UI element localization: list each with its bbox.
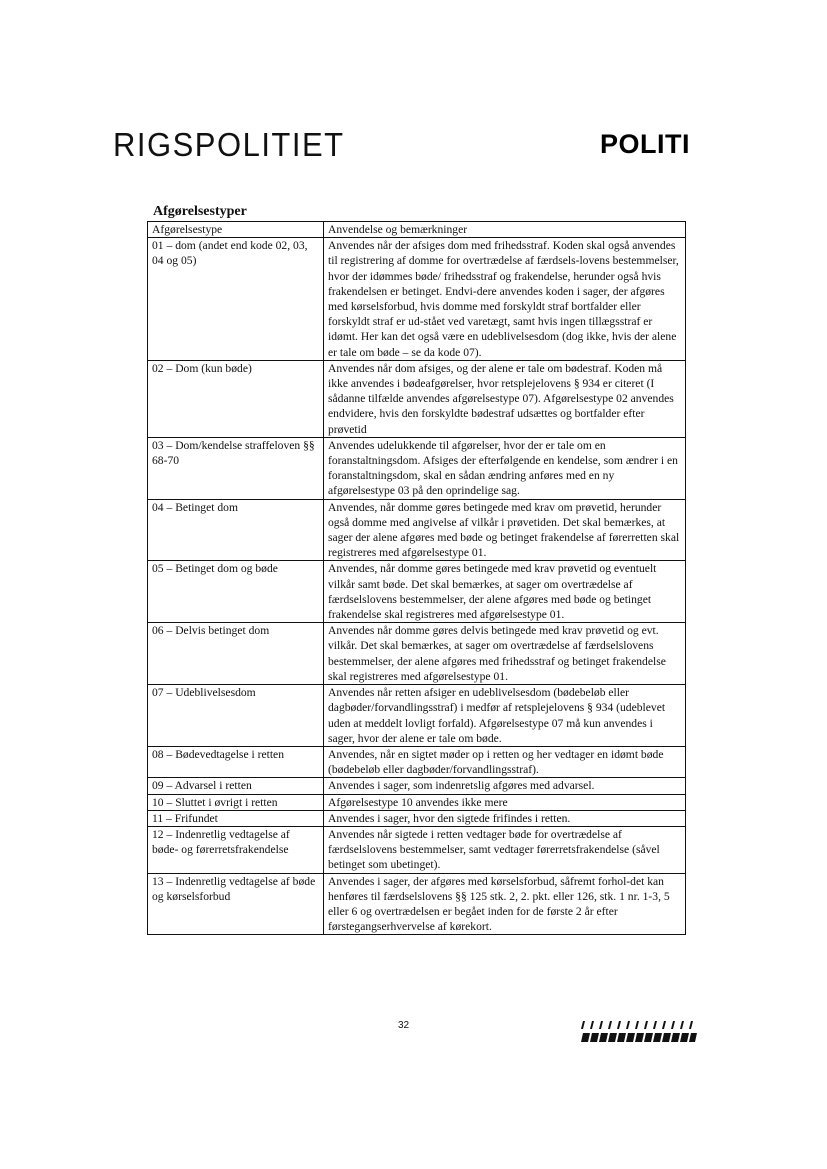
cell-note: Anvendes når sigtede i retten vedtager bøde for overtrædelse af færdselslovens bestemmelser, samt vedtager førerretsfrakendelse (såvel betinget som ubetinget). [324, 826, 686, 873]
table-row [148, 238, 686, 361]
cell-note: Anvendes udelukkende til afgørelser, hvor der er tale om en foranstaltningsdom. Afsiges der efterfølgende en kendelse, som ændrer i en foranstaltningsdom, skal en sådan ændring anføres med en ny afgørelsestype 03 på den oprindelige sag. [324, 437, 686, 499]
column-header-type: Afgørelsestype [148, 222, 324, 238]
cell-note: Anvendes når retten afsiger en udeblivelsesdom (bødebeløb eller dagbøder/forvandlingsstraf) i medfør af retsplejelovens § 934 (udeblevet uden at meddelt lovligt forfald). Afgørelsestype 07 må kun anvendes i sager, hvor der alene er tale om bøde. [324, 685, 686, 747]
document-header-title: RIGSPOLITIET [113, 126, 345, 164]
cell-note: Anvendes når domme gøres delvis betingede med krav prøvetid og evt. vilkår. Det skal bemærkes, at sager om overtrædelse af færdselslovens bestemmelser, der alene afgøres med frihedsstraf og betinget frakendelse skal registreres med afgørelsestype 01. [324, 623, 686, 685]
decision-types-table [147, 221, 686, 935]
cell-type: 08 – Bødevedtagelse i retten [148, 746, 324, 777]
table-row [148, 746, 686, 777]
table-row [148, 794, 686, 810]
cell-type: 03 – Dom/kendelse straffeloven §§ 68-70 [148, 437, 324, 499]
section-heading: Afgørelsestyper [153, 204, 247, 219]
table-header-row [148, 222, 686, 238]
politi-logo: POLITI [600, 129, 690, 159]
cell-type: 09 – Advarsel i retten [148, 778, 324, 794]
table-row [148, 360, 686, 437]
cell-type: 01 – dom (andet end kode 02, 03, 04 og 05) [148, 238, 324, 361]
police-stripe-mark-icon [580, 1021, 698, 1048]
column-header-usage: Anvendelse og bemærkninger [324, 222, 686, 238]
cell-type: 02 – Dom (kun bøde) [148, 360, 324, 437]
cell-note: Anvendes i sager, der afgøres med kørselsforbud, såfremt forhol-det kan henføres til færdselslovens §§ 125 stk. 2, 2. pkt. eller 126, stk. 1 nr. 1-3, 5 eller 6 og overtrædelsen er begået inden for de første 2 år efter førstegangserhvervelse af kørekort. [324, 873, 686, 935]
cell-type: 04 – Betinget dom [148, 499, 324, 561]
cell-type: 06 – Delvis betinget dom [148, 623, 324, 685]
cell-note: Anvendes i sager, hvor den sigtede frifindes i retten. [324, 810, 686, 826]
table-row [148, 499, 686, 561]
table-row [148, 826, 686, 873]
cell-note: Anvendes, når domme gøres betingede med krav om prøvetid, herunder også domme med angivelse af vilkår i prøvetiden. Det skal bemærkes, at sager der alene afgøres med bøde og betinget frakendelse af førerretten skal registreres med afgørelsestype 01. [324, 499, 686, 561]
cell-note: Anvendes i sager, som indenretslig afgøres med advarsel. [324, 778, 686, 794]
cell-type: 13 – Indenretlig vedtagelse af bøde og kørselsforbud [148, 873, 324, 935]
cell-note: Afgørelsestype 10 anvendes ikke mere [324, 794, 686, 810]
cell-type: 10 – Sluttet i øvrigt i retten [148, 794, 324, 810]
cell-type: 05 – Betinget dom og bøde [148, 561, 324, 623]
table-row [148, 561, 686, 623]
cell-note: Anvendes når dom afsiges, og der alene er tale om bødestraf. Koden må ikke anvendes i bødeafgørelser, hvor retsplejelovens § 934 er citeret (I sådanne tilfælde anvendes afgørelsestype 07). Afgørelsestype 02 anvendes endvidere, hvis den forskyldte bødestraf udsættes og bortfalder efter prøvetid [324, 360, 686, 437]
table-row [148, 778, 686, 794]
table-row [148, 685, 686, 747]
cell-type: 12 – Indenretlig vedtagelse af bøde- og førerretsfrakendelse [148, 826, 324, 873]
table-row [148, 437, 686, 499]
table-row [148, 873, 686, 935]
cell-note: Anvendes, når domme gøres betingede med krav prøvetid og eventuelt vilkår samt bøde. Det skal bemærkes, at sager om overtrædelse af færdselslovens bestemmelser, der alene afgøres med bøde og betinget frakendelse skal registreres med afgørelsestype 01. [324, 561, 686, 623]
page-number: 32 [398, 1020, 410, 1031]
cell-type: 07 – Udeblivelsesdom [148, 685, 324, 747]
table-row [148, 810, 686, 826]
cell-note: Anvendes når der afsiges dom med frihedsstraf. Koden skal også anvendes til registrering af domme for overtrædelse af færdsels-lovens bestemmelser, hvor der idømmes bøde/ frihedsstraf og frakendelse, herunder også hvis frakendelsen er betinget. Endvi-dere anvendes koden i sager, der afgøres med kørselsforbud, hvis domme med forskyldt straf bortfalder eller forskyldt straf er ud-stået ved varetægt, samt hvis ingen tillægsstraf er idømt. Her kan det også være en udeblivelsesdom (dog ikke, hvis der alene er tale om bøde – se da kode 07). [324, 238, 686, 361]
table-row [148, 623, 686, 685]
cell-note: Anvendes, når en sigtet møder op i retten og her vedtager en idømt bøde (bødebeløb eller dagbøder/forvandlingsstraf). [324, 746, 686, 777]
cell-type: 11 – Frifundet [148, 810, 324, 826]
